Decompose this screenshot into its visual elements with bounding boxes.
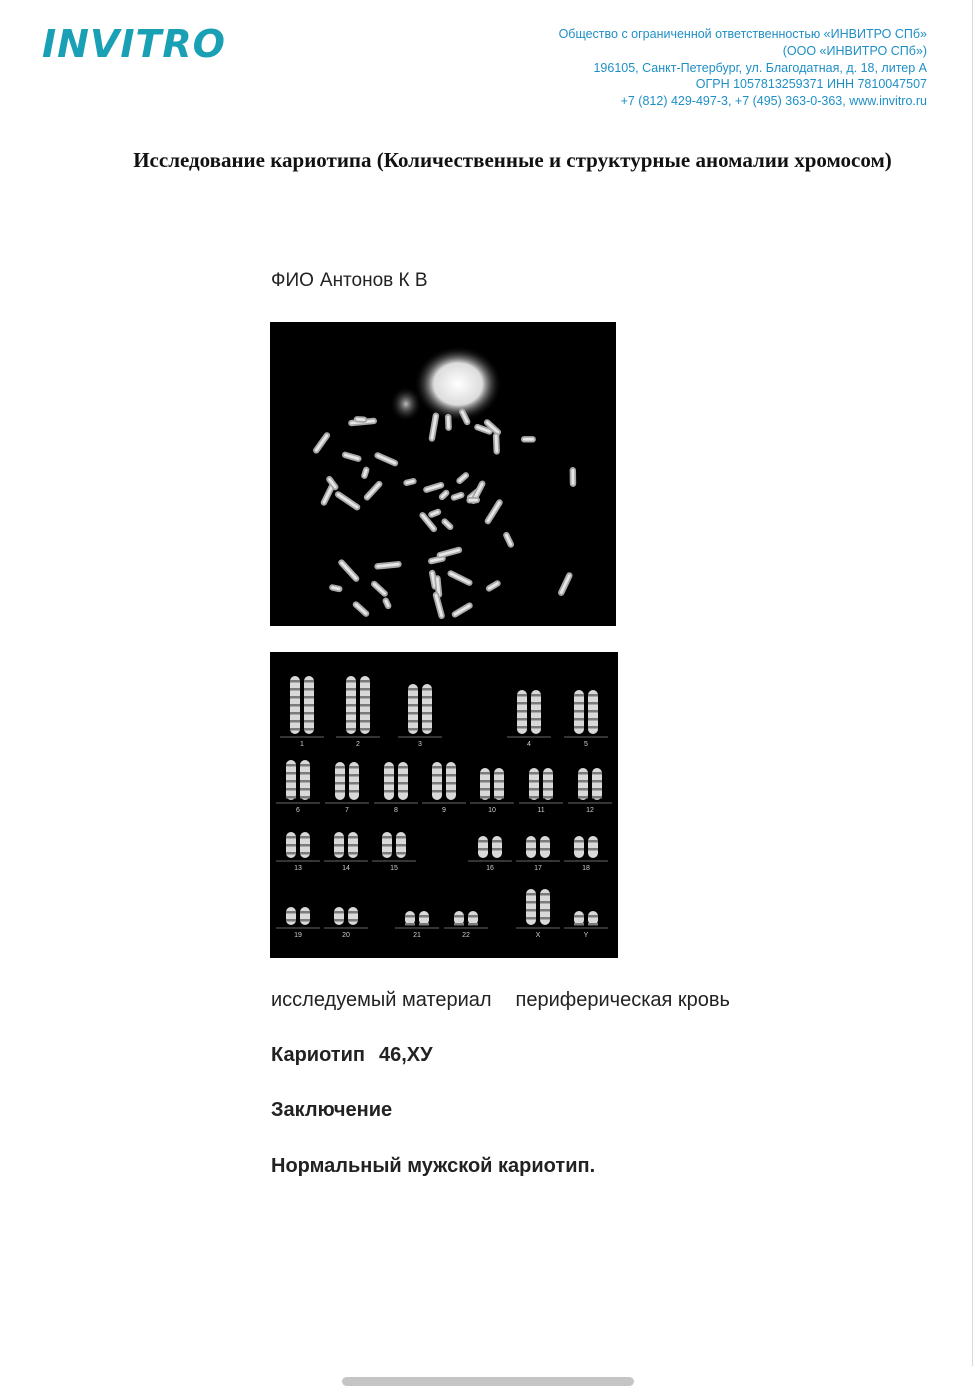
metaphase-chromosome: [428, 412, 439, 442]
chromosome-pair: [276, 907, 320, 939]
chromosome-label: 5: [584, 741, 588, 748]
chromosome-pair: [516, 889, 560, 939]
invitro-logo: INVITRO: [42, 22, 226, 66]
chromosome-label: 13: [294, 865, 302, 872]
metaphase-chromosome: [354, 416, 368, 423]
chromosome-label: 17: [534, 865, 542, 872]
fio-label: ФИО: [271, 270, 314, 291]
metaphase-chromosome: [422, 481, 445, 493]
chromosome-pair: [276, 760, 320, 814]
metaphase-chromosome: [445, 414, 452, 431]
company-line: +7 (812) 429-497-3, +7 (495) 363-0-363, www.invitro.ru: [620, 94, 927, 109]
company-line: 196105, Санкт-Петербург, ул. Благодатная, д. 18, литер А: [593, 60, 927, 75]
conclusion-text: Нормальный мужской кариотип.: [271, 1155, 596, 1177]
metaphase-spread-picture: [270, 322, 616, 626]
chromosome-pair: [398, 684, 442, 748]
home-indicator[interactable]: [342, 1377, 634, 1386]
metaphase-image: [270, 322, 616, 626]
metaphase-chromosome: [436, 546, 463, 559]
chromosome-label: 6: [296, 807, 300, 814]
chromosome-pair: [280, 676, 324, 748]
karyogram-picture: [270, 652, 618, 958]
chromosome-label: Y: [583, 932, 589, 939]
chromosome-label: 22: [462, 932, 470, 939]
interphase-nucleus: [414, 346, 502, 422]
metaphase-chromosome: [427, 508, 442, 519]
karyotype-row: [271, 1044, 433, 1067]
metaphase-chromosome: [374, 561, 402, 570]
chromosome-label: 10: [488, 807, 496, 814]
metaphase-chromosome: [450, 491, 465, 502]
chromosome-pair: [422, 762, 466, 814]
chromosome-pair: [325, 762, 369, 814]
metaphase-chromosome: [362, 480, 383, 502]
metaphase-chromosome: [440, 517, 455, 531]
chromosome-label: 12: [586, 807, 594, 814]
karyotype-label: Кариотип: [271, 1044, 365, 1066]
chromosome-pair: [564, 836, 608, 872]
metaphase-chromosome: [570, 467, 577, 487]
chromosome-pair: [444, 911, 488, 939]
metaphase-chromosome: [557, 571, 574, 597]
chromosome-pair: [468, 836, 512, 872]
document-title: Исследование кариотипа (Количественные и структурные аномалии хромосом): [133, 148, 892, 172]
chromosome-pair: [276, 832, 320, 872]
chromosome-label: 15: [390, 865, 398, 872]
chromosome-label: 2: [356, 741, 360, 748]
chromosome-pair: [395, 911, 439, 939]
metaphase-chromosome: [341, 451, 362, 463]
chromosome-pair: [324, 832, 368, 872]
chromosome-label: 18: [582, 865, 590, 872]
metaphase-chromosome: [370, 580, 389, 599]
company-line: Общество с ограниченной ответственностью «ИНВИТРО СПб»: [558, 27, 927, 41]
chromosome-pair: [470, 768, 514, 814]
chromosome-label: 16: [486, 865, 494, 872]
company-line: (ООО «ИНВИТРО СПб»): [782, 43, 927, 58]
fio-value: Антонов К В: [319, 270, 428, 291]
chromosome-label: 20: [342, 932, 350, 939]
metaphase-chromosome: [493, 432, 500, 454]
karyotype-value: 46,ХУ: [378, 1044, 433, 1066]
chromosome-pair: [324, 907, 368, 939]
chromosome-label: 1: [300, 741, 304, 748]
metaphase-chromosome: [450, 601, 473, 618]
company-info: [467, 26, 927, 110]
company-line: ОГРН 1057813259371 ИНН 7810047507: [695, 77, 927, 92]
metaphase-chromosome: [382, 596, 393, 610]
metaphase-chromosome: [312, 431, 332, 455]
metaphase-chromosome: [360, 466, 370, 480]
metaphase-chromosome: [329, 584, 344, 593]
chromosome-pair: [568, 768, 612, 814]
chromosome-pair: [507, 690, 551, 748]
chromosome-label: 14: [342, 865, 350, 872]
metaphase-chromosome: [337, 558, 361, 583]
chromosome-pair: [519, 768, 563, 814]
conclusion-label: Заключение: [271, 1099, 393, 1121]
chromosome-label: 8: [394, 807, 398, 814]
metaphase-chromosome: [455, 471, 470, 486]
nucleus-fragment: [390, 386, 422, 422]
metaphase-chromosome: [334, 490, 362, 512]
page-edge: [972, 0, 973, 1366]
material-row: [271, 989, 730, 1012]
chromosome-label: 9: [442, 807, 446, 814]
chromosome-pair: [374, 762, 418, 814]
chromosome-label: 11: [537, 807, 545, 814]
karyogram-image: [270, 652, 618, 958]
chromosome-label: 7: [345, 807, 349, 814]
metaphase-chromosome: [373, 451, 399, 467]
material-label: исследуемый материал: [271, 989, 492, 1011]
metaphase-chromosome: [351, 600, 370, 618]
chromosome-label: 19: [294, 932, 302, 939]
chromosome-label: 21: [413, 932, 421, 939]
metaphase-chromosome: [438, 488, 451, 501]
patient-name: [271, 270, 428, 292]
chromosome-pair: [564, 690, 608, 748]
metaphase-chromosome: [466, 497, 480, 504]
metaphase-chromosome: [521, 436, 536, 442]
chromosome-pair: [372, 832, 416, 872]
chromosome-pair: [336, 676, 380, 748]
metaphase-chromosome: [502, 531, 515, 549]
metaphase-chromosome: [432, 591, 446, 620]
chromosome-label: X: [535, 932, 541, 939]
chromosome-pair: [516, 836, 560, 872]
chromosome-pair: [564, 911, 608, 939]
metaphase-chromosome: [485, 579, 502, 593]
chromosome-label: 3: [418, 741, 422, 748]
metaphase-chromosome: [483, 498, 503, 525]
metaphase-chromosome: [446, 569, 473, 587]
chromosome-label: 4: [527, 741, 531, 748]
material-value: периферическая кровь: [515, 989, 730, 1011]
metaphase-chromosome: [403, 477, 418, 486]
